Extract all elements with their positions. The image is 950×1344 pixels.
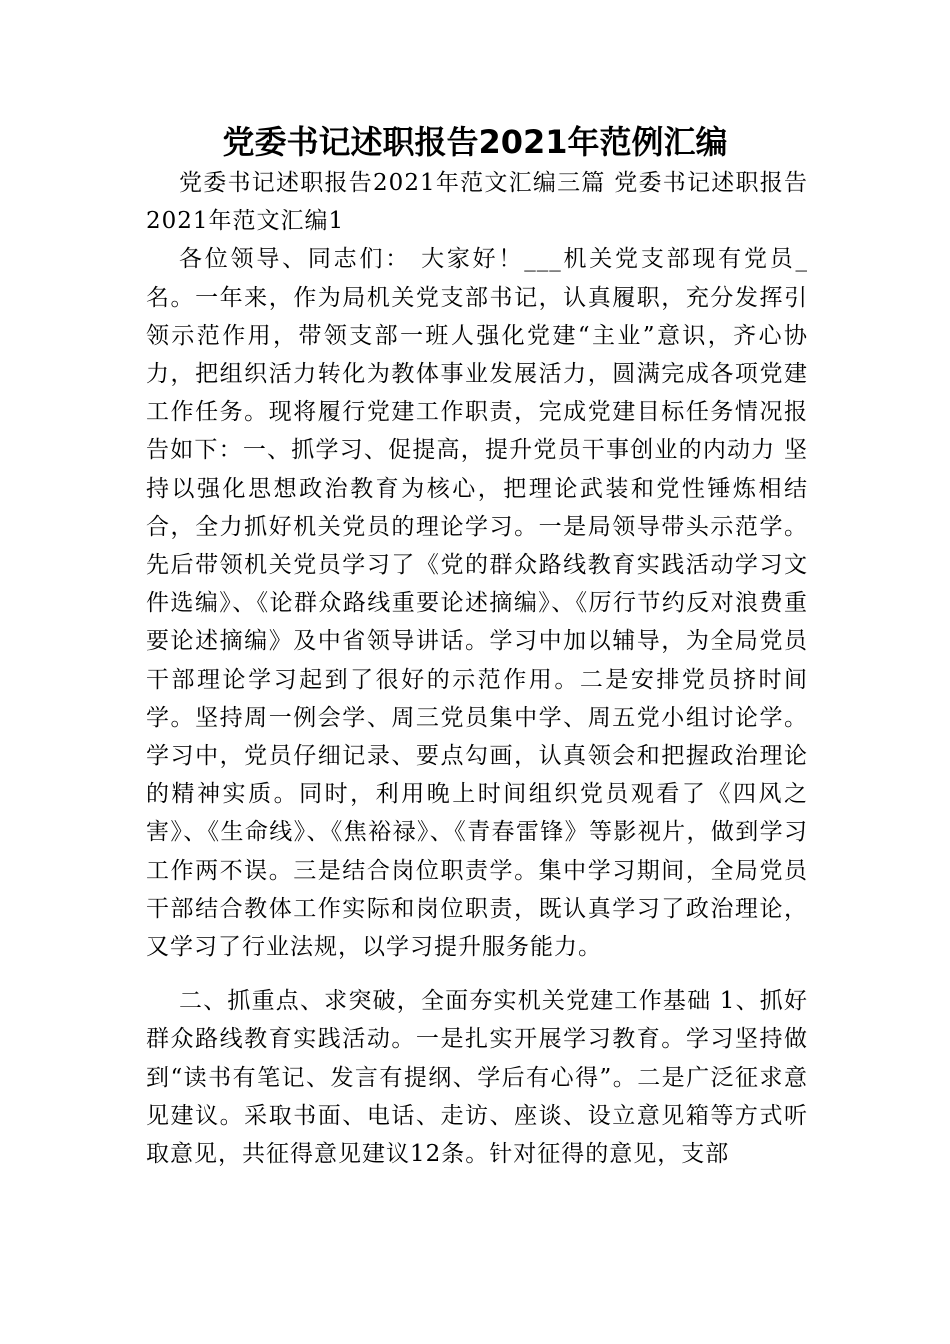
paragraph-intro: 党委书记述职报告2021年范文汇编三篇 党委书记述职报告2021年范文汇编1	[146, 170, 808, 235]
document-title: 党委书记述职报告2021年范例汇编	[222, 123, 728, 161]
paragraph-section-two: 二、抓重点、求突破，全面夯实机关党建工作基础 1、抓好群众路线教育实践活动。一是扎实开展学习教育。学习坚持做到“读书有笔记、发言有提纲、学后有心得”。二是广泛征求意见建议。采取书面、电话、走访、座谈、设立意见箱等方式听取意见，共征得意见建议12条。针对征得的意见，支部	[146, 988, 808, 1168]
document-body	[146, 164, 808, 1173]
paragraph-section-one: 各位领导、同志们： 大家好！___机关党支部现有党员_名。一年来，作为局机关党支部书记，认真履职，充分发挥引领示范作用，带领支部一班人强化党建“主业”意识，齐心协力，把组织活力转化为教体事业发展活力，圆满完成各项党建工作任务。现将履行党建工作职责，完成党建目标任务情况报告如下：一、抓学习、促提高，提升党员干事创业的内动力 坚持以强化思想政治教育为核心，把理论武装和党性锤炼相结合，全力抓好机关党员的理论学习。一是局领导带头示范学。先后带领机关党员学习了《党的群众路线教育实践活动学习文件选编》、《论群众路线重要论述摘编》、《厉行节约反对浪费重要论述摘编》及中省领导讲话。学习中加以辅导，为全局党员干部理论学习起到了很好的示范作用。二是安排党员挤时间学。坚持周一例会学、周三党员集中学、周五党小组讨论学。学习中，党员仔细记录、要点勾画，认真领会和把握政治理论的精神实质。同时，利用晚上时间组织党员观看了《四风之害》、《生命线》、《焦裕禄》、《青春雷锋》等影视片，做到学习工作两不误。三是结合岗位职责学。集中学习期间，全局党员干部结合教体工作实际和岗位职责，既认真学习了政治理论，又学习了行业法规，以学习提升服务能力。	[146, 246, 808, 961]
